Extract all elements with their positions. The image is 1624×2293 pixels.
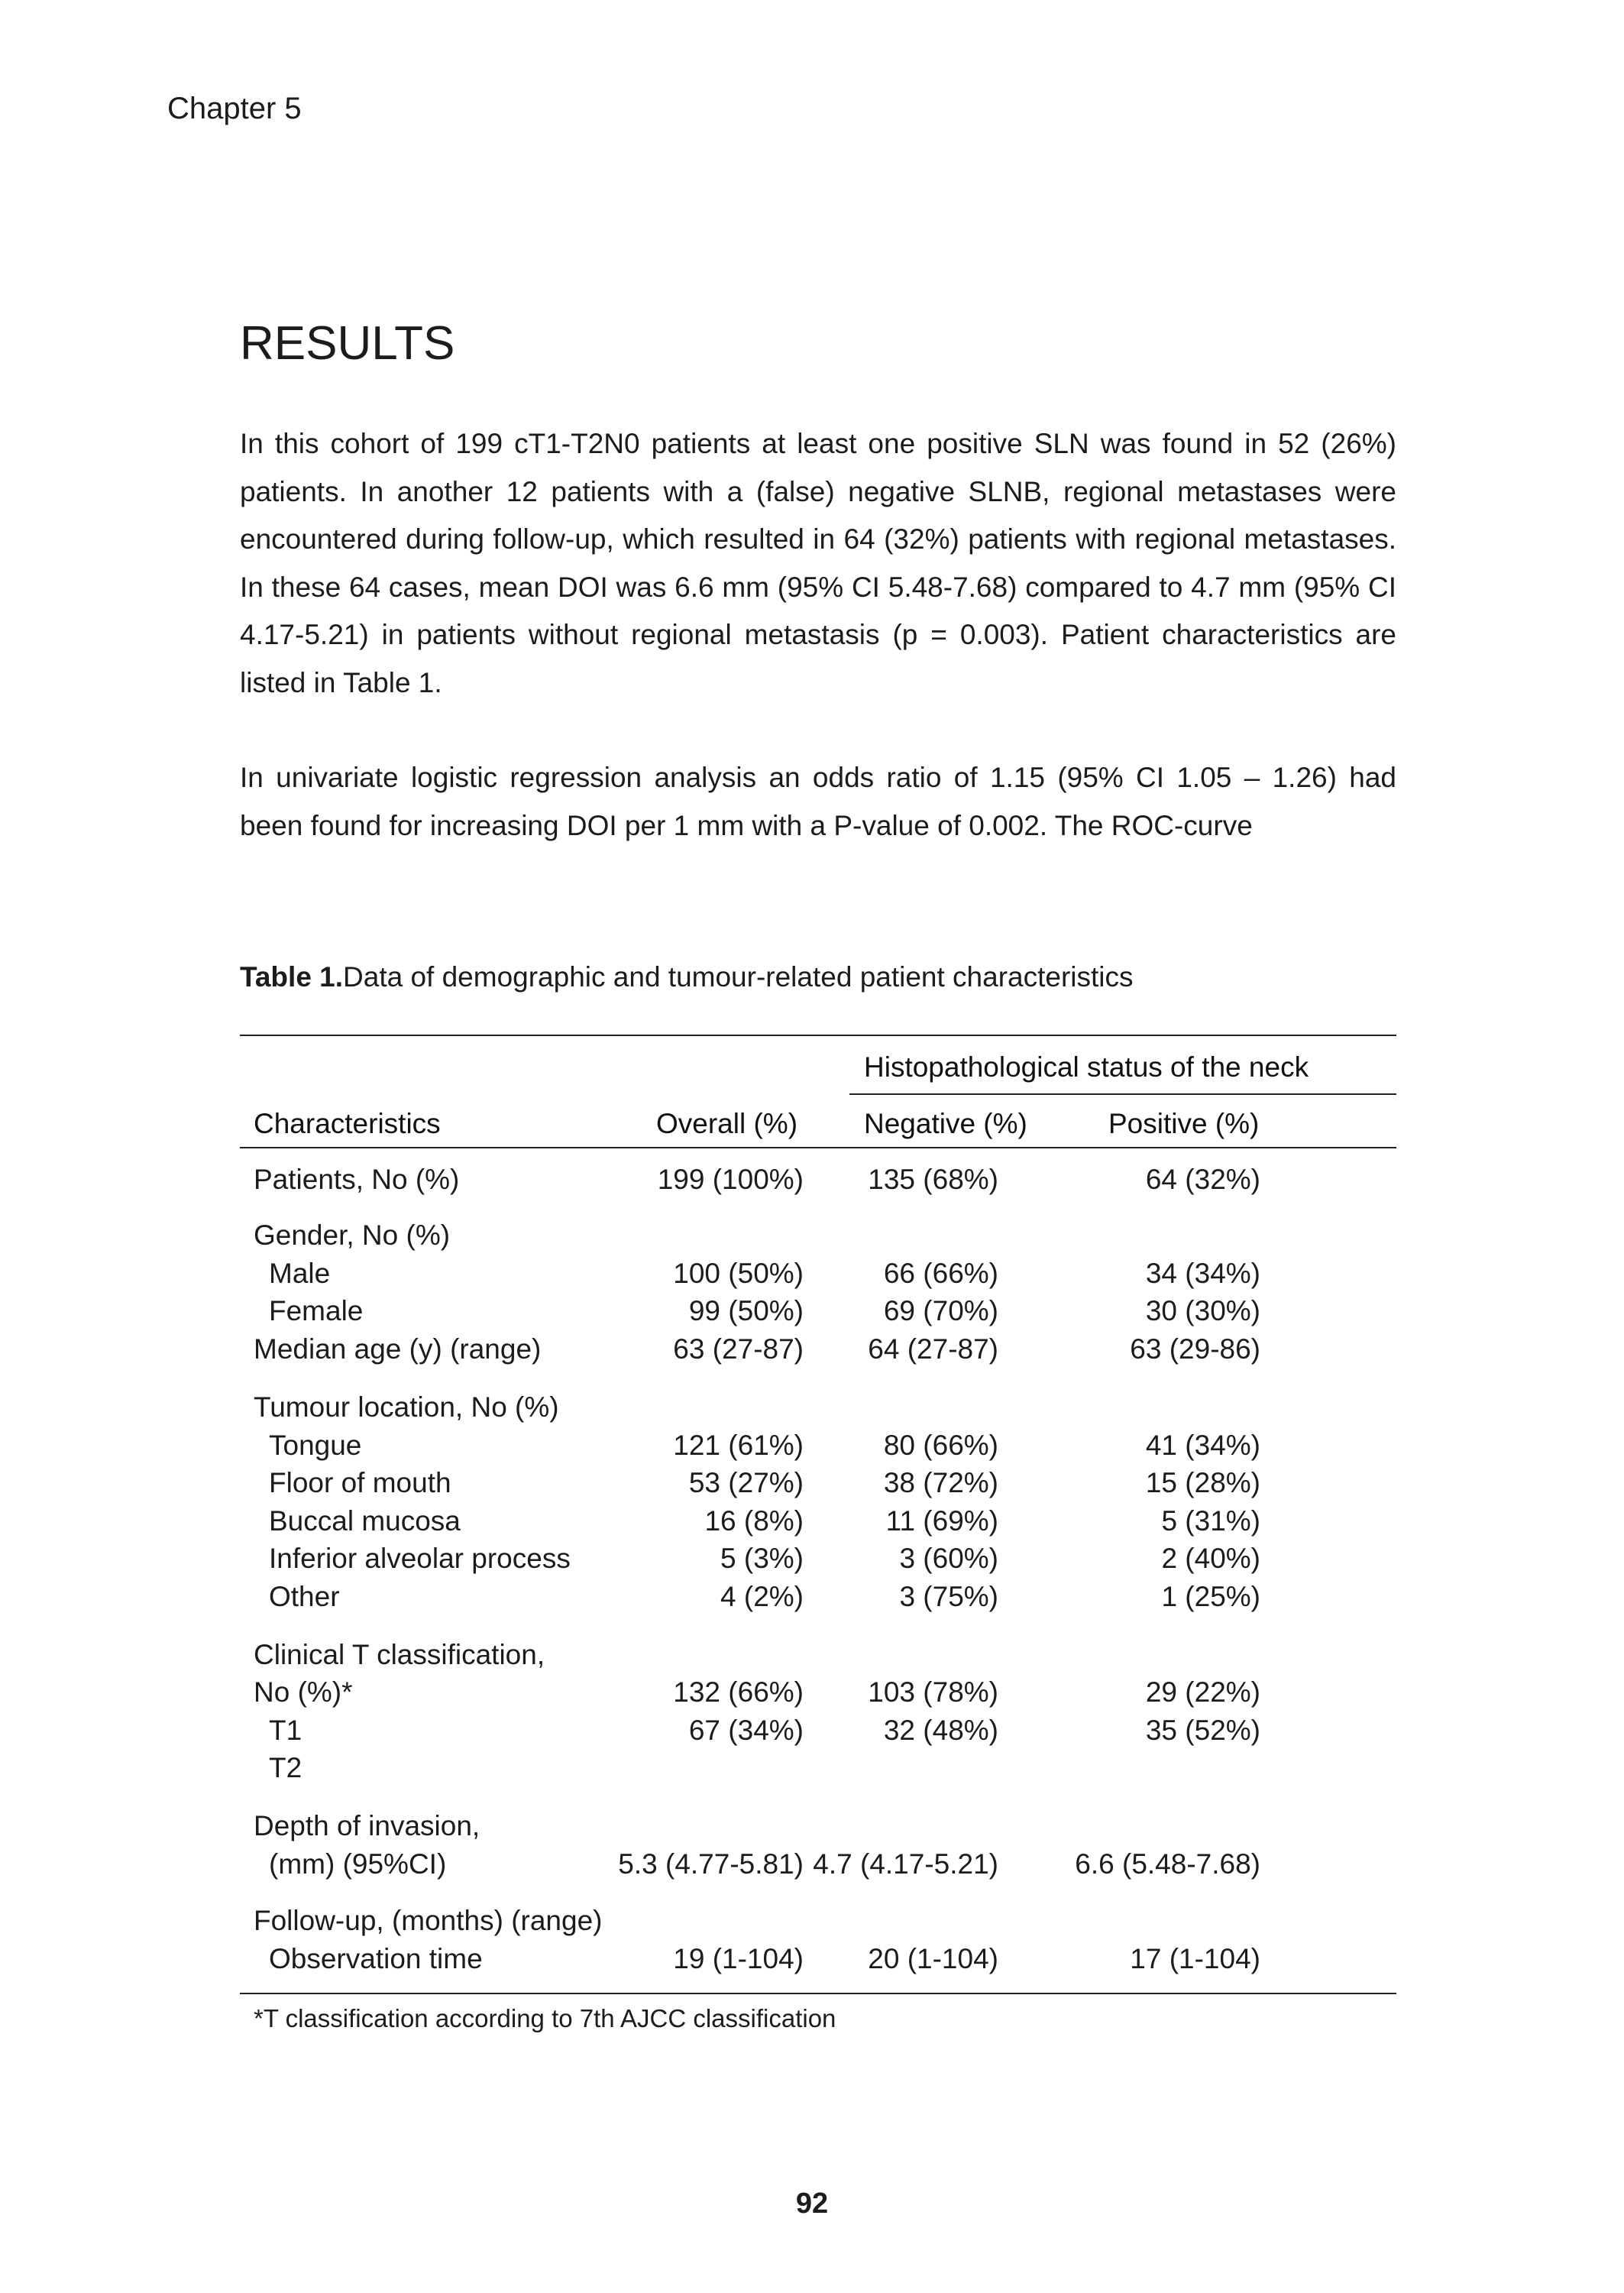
table-cell-positive: 30 (30%): [1145, 1295, 1260, 1326]
column-header-negative: Negative (%): [864, 1108, 1027, 1139]
table-cell-overall: 5 (3%): [720, 1543, 804, 1574]
table-cell-label: Gender, No (%): [254, 1219, 451, 1251]
table-footnote: *T classification according to 7th AJCC classification: [254, 2004, 836, 2032]
table-cell-positive: 15 (28%): [1145, 1467, 1260, 1498]
table-cell-positive: 35 (52%): [1145, 1715, 1260, 1746]
table-cell-overall: 121 (61%): [673, 1430, 804, 1461]
table-cell-label: (mm) (95%CI): [269, 1848, 447, 1880]
table-cell-overall: 199 (100%): [657, 1164, 804, 1195]
table-bottom-rule: [240, 1993, 1396, 1994]
table-cell-positive: 5 (31%): [1161, 1505, 1260, 1537]
table-cell-negative: 11 (69%): [885, 1505, 998, 1537]
table-cell-positive: 2 (40%): [1161, 1543, 1260, 1574]
table-cell-negative: 103 (78%): [868, 1676, 998, 1708]
section-heading: RESULTS: [240, 317, 455, 370]
table-cell-label: Other: [269, 1581, 340, 1612]
table-cell-label: Patients, No (%): [254, 1164, 460, 1195]
table-cell-label: Male: [269, 1258, 331, 1289]
table-cell-negative: 20 (1-104): [868, 1943, 998, 1974]
table-cell-positive: 1 (25%): [1161, 1581, 1260, 1612]
table-cell-negative: 4.7 (4.17-5.21): [813, 1848, 998, 1880]
table-cell-positive: 6.6 (5.48-7.68): [1075, 1848, 1260, 1880]
table-cell-overall: 16 (8%): [704, 1505, 804, 1537]
table-cell-label: Female: [269, 1295, 364, 1326]
table-cell-negative: 80 (66%): [883, 1430, 998, 1461]
table-cell-overall: 53 (27%): [688, 1467, 804, 1498]
table-cell-label: Buccal mucosa: [269, 1505, 461, 1537]
page-number: 92: [795, 2188, 829, 2220]
table-cell-label: Tumour location, No (%): [254, 1391, 559, 1423]
table-cell-label: T1: [269, 1715, 302, 1746]
table-cell-positive: 41 (34%): [1145, 1430, 1260, 1461]
table-cell-overall: 132 (66%): [673, 1676, 804, 1708]
table-cell-overall: 5.3 (4.77-5.81): [618, 1848, 804, 1880]
table-cell-negative: 3 (75%): [899, 1581, 998, 1612]
table-caption: [240, 959, 1134, 996]
table-cell-negative: 3 (60%): [899, 1543, 998, 1574]
table-caption-text: Data of demographic and tumour-related patient characteristics: [343, 961, 1134, 993]
column-header-positive: Positive (%): [1108, 1108, 1260, 1139]
table-cell-positive: 34 (34%): [1145, 1258, 1260, 1289]
table-cell-negative: 32 (48%): [883, 1715, 998, 1746]
results-paragraph-1: In this cohort of 199 cT1-T2N0 patients at least one positive SLN was found in 52 (26%) patients. In another 12 patients with a (false) negative SLNB, regional metastases were encountered during follow-up, which resulted in 64 (32%) patients with regional metastases. In these 64 cases, mean DOI was 6.6 mm (95% CI 5.48-7.68) compared to 4.7 mm (95% CI 4.17-5.21) in patients without regional metastasis (p = 0.003). Patient characteristics are listed in Table 1.: [240, 428, 1396, 698]
column-header-characteristics: Characteristics: [254, 1108, 441, 1139]
group-header: Histopathological status of the neck: [864, 1051, 1309, 1083]
column-header-rule: [240, 1147, 1396, 1148]
table-cell-overall: 4 (2%): [720, 1581, 804, 1612]
column-header-overall: Overall (%): [656, 1108, 798, 1139]
table-cell-negative: 69 (70%): [883, 1295, 998, 1326]
table-cell-label: Tongue: [269, 1430, 362, 1461]
running-header: Chapter 5: [167, 92, 302, 125]
table-caption-label: Table 1.: [240, 961, 344, 993]
table-cell-label: Depth of invasion,: [254, 1810, 480, 1841]
table-cell-overall: 100 (50%): [673, 1258, 804, 1289]
table-cell-label: Inferior alveolar process: [269, 1543, 571, 1574]
table-cell-overall: 99 (50%): [688, 1295, 804, 1326]
table-cell-label: T2: [269, 1752, 302, 1783]
table-cell-label: Follow-up, (months) (range): [254, 1905, 603, 1936]
results-paragraph-2: In univariate logistic regression analysis an odds ratio of 1.15 (95% CI 1.05 – 1.26) had been found for increasing DOI per 1 mm with a P-value of 0.002. The ROC-curve: [240, 762, 1396, 841]
table-cell-overall: 63 (27-87): [673, 1333, 804, 1365]
table-cell-positive: 29 (22%): [1145, 1676, 1260, 1708]
table-cell-positive: 64 (32%): [1145, 1164, 1260, 1195]
group-header-rule: [849, 1093, 1396, 1095]
table-cell-label: Clinical T classification,: [254, 1639, 545, 1670]
table-cell-overall: 67 (34%): [688, 1715, 804, 1746]
table-cell-label: Floor of mouth: [269, 1467, 451, 1498]
table-top-rule: [240, 1035, 1396, 1036]
table-cell-negative: 135 (68%): [868, 1164, 998, 1195]
table-cell-positive: 63 (29-86): [1130, 1333, 1260, 1365]
table-cell-label: Median age (y) (range): [254, 1333, 542, 1365]
table-cell-label: No (%)*: [254, 1676, 353, 1708]
table-cell-overall: 19 (1-104): [673, 1943, 804, 1974]
table-cell-positive: 17 (1-104): [1130, 1943, 1260, 1974]
table-cell-negative: 66 (66%): [883, 1258, 998, 1289]
table-cell-negative: 38 (72%): [883, 1467, 998, 1498]
table-cell-label: Observation time: [269, 1943, 483, 1974]
table-cell-negative: 64 (27-87): [868, 1333, 998, 1365]
